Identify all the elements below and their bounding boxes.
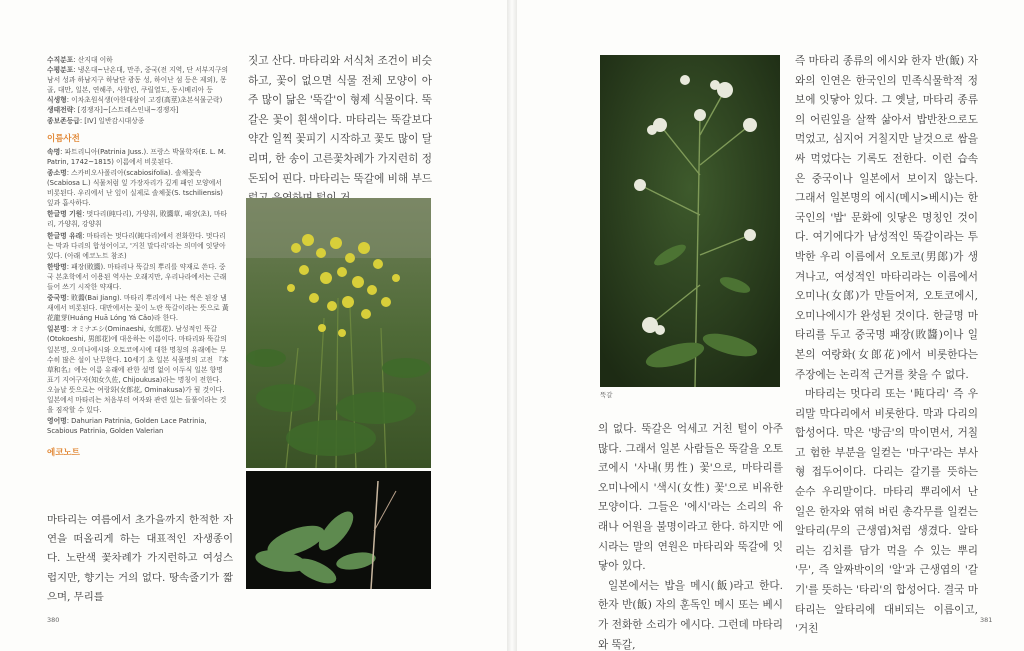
left-column-paragraph: 짓고 산다. 마타리와 서식처 조건이 비슷하고, 꽃이 없으면 식물 전체 모양이 아주 많이 닮은 '뚝갈'이 형제 식물이다. 뚝갈은 꽃이 흰색이다. 마타리는 뚝갈보다 약간 일찍 꽃피기 시작하고 꽃도 많이 달리며, 한 송이 고른꽃차례가 가지런히 정돈되어 핀다. 마타리는 뚝갈에 비해 부드 (248, 55, 432, 185)
info-vertical-distribution: 수직분포: 산지대 이하 (47, 56, 113, 64)
right-page-text-column-2 (795, 52, 978, 640)
info-conservation-grade: 종보존등급: [IV] 일반감시대상종 (47, 116, 145, 125)
dict-herbal-name: 한방명: 패장(敗醬). 마타리나 뚝갈의 뿌리를 약재로 쓴다. 중국 본초학에서 이용된 역사는 오래지만, 우리나라에서는 근래 들어 쓰기 시작한 약재다. (47, 262, 227, 291)
book-gutter (507, 0, 517, 651)
species-info-column (47, 55, 230, 461)
dict-japanese-name: 일본명: オミナエシ(Ominaeshi, 女郎花). 남성적인 뚝갈(Otokoeshi, 男郎花)에 대응하는 이름이다. 마타리와 뚝갈의 일본명, 오미나에시와 오토코에시에 대한 명칭의 유래에는 무수히 많은 설이 난무한다. 10세기 초 일본 식물명의 고전 『本草和名』에는 이름 유래에 관한 설명 없이 이두식 일본 향명 표기 지여구자(知女久佐, Chijoukusa)라는 명칭이 전한다. 오늘날 뜻으로는 여랑화(女郎花, Ominakusa)가 될 것이다. 일본에서 마타리는 처음부터 여자와 관련 있는 들풀이라는 것을 짐작할 수 있다. (47, 325, 229, 415)
info-vegetation-type: 식생형: 이차초원식생(아한대삼이 고경(高莖)초본식물군락) (47, 96, 223, 105)
right-column1-paragraph-1: 의 없다. 뚝갈은 억세고 거친 털이 아주 많다. 그래서 일본 사람들은 뚝갈을 오토코에시 '사내(男性) 꽃'으로, 마타리를 오미나에시 '색시(女性) 꽃'으로 비유한 모양이다. 그들은 '에시'라는 소리의 유래나 어원을 불명이라고 한다. 하지만 에시라는 말의 연원은 마타리와 뚝갈에 잇닿아 있다. (598, 423, 783, 573)
patrinia-leaf-photo (246, 471, 431, 589)
right-page-number: 381 (980, 616, 993, 624)
econote-body: 마타리는 여름에서 초가을까지 한적한 자연을 떠올리게 하는 대표적인 자생종이다. 노란색 꽃차례가 가지런하고 여성스럽지만, 향기는 거의 없다. 땅속줄기가 짧으며, 무리를 (47, 514, 233, 603)
econote-heading: 에코노트 (47, 448, 80, 459)
info-horizontal-distribution: 수평분포: 냉온대~난온대, 만주, 중국(전 지역, 단 서부지구의 남서 성과 하남지구 하남단 광동 성, 하이난 섬 등은 제외), 몽골, 대만, 일본, 연해주, 사할린, 쿠릴열도, 동시베리아 등 (47, 66, 229, 95)
ttukgal-photo (600, 55, 780, 387)
dict-genus-name: 속명: 파트리니아(Patrinia Juss.). 프랑스 박물학자(E. L. M. Patrin, 1742~1815) 이름에서 비롯된다. (47, 147, 226, 166)
left-page-number: 380 (47, 616, 60, 624)
left-page-text-column (248, 52, 432, 209)
photo-caption: 뚝갈 (600, 391, 613, 399)
patrinia-leaf-image (246, 471, 431, 589)
name-dictionary-heading: 이름사전 (47, 133, 80, 144)
patrinia-field-photo (246, 198, 431, 468)
right-column2-paragraph-1: 즉 마타리 종류의 에시와 한자 반(飯) 자와의 인연은 한국인의 민족식물학적 정보에 잇닿아 있다. 그 옛날, 마타리 종류의 어린잎을 살짝 삶아서 밥반찬으로도 먹었고, 심지어 거칠지만 날것으로 쌈을 싸 먹었다는 기록도 전한다. 이런 습속은 중국이나 일본에서 보이지 않는다. 그래서 일본명의 에시(메시>베시)는 한국인의 '밥' 문화에 잇닿은 명칭인 것이다. 여기에다가 남성적인 뚝갈이라는 투박한 우리 이름에서 오토코(男郎)가 생겨나고, 여성적인 마타리라는 이름에서 오미나(女郎)가 만들어져, 오토코에시, 오미나에시가 완성된 것이다. 한글명 마타리를 두고 중국명 패장(敗醬)이나 일본의 여랑화(女郎花)에서 비롯한다는 주장에는 논리적 근거를 찾을 수 없다. (795, 55, 978, 381)
dict-korean-name-derivation: 한글명 유래: 마타리는 멋다리(旽다리)에서 전화한다. 멋다리는 막과 다리의 합성어이고, '거친 말다리'라는 의미에 잇닿아 있다. (아래 에코노트 참조) (47, 231, 226, 260)
ttukgal-image (600, 55, 780, 387)
right-column2-paragraph-2: 마타리는 멋다리 또는 '旽다리' 즉 우리말 막다리에서 비롯한다. 막과 다리의 합성어다. 막은 '방금'의 막이면서, 거칠고 험한 부분을 일컫는 '마구'라는 부사형 접두어이다. 다리는 갈기를 뜻하는 순수 우리말이다. 마타리 뿌리에서 난 일은 한자와 엮혀 버린 총각무를 일컫는 알타리(무의 근생엽)처럼 생겼다. 알타리는 김치를 담가 먹을 수 있는 뿌리 '무', 즉 알짜박이의 '알'과 근생엽의 '갈기'를 뜻하는 '타리'의 합성어다. 결국 마타리는 알타리에 대비되는 이름이고, '거친 (795, 388, 978, 636)
dict-chinese-name: 중국명: 敗醬(Bai Jiang). 마타리 뿌리에서 나는 썩은 된장 냄새에서 비롯된다. 대만에서는 꽃이 노란 뚝갈이라는 뜻으로 黃花龍芽(Huáng Huā Lóng Yá Cǎo)라 한다. (47, 294, 229, 323)
right-page-text-column-1 (598, 420, 783, 651)
dict-korean-name-origin: 한글명 기원: 멋다리(旽다리), 가양취, 敗醬草, 패장(초), 마타리, 가양취, 강양취 (47, 210, 228, 229)
dict-english-name: 영어명: Dahurian Patrinia, Golden Lace Patrinia, Scabious Patrinia, Golden Valerian (47, 417, 207, 436)
info-ecological-strategy: 생태전략: [경쟁자]~[스트레스인내~경쟁자] (47, 106, 179, 115)
dict-species-epithet: 종소명: 스카비오사폴리아(scabiosifolia). 솔체꽃속(Scabiosa L.) 식물처럼 잎 가장자리가 깊게 패인 모양에서 비롯된다. 우리에서 난 잎이 실제로 솔체꽃(S. tschiliensis) 잎과 흡사하다. (47, 168, 223, 208)
patrinia-field-image (246, 198, 431, 468)
right-column1-paragraph-2: 일본에서는 밥을 메시(飯)라고 한다. 한자 반(飯) 자의 훈독인 메시 또는 베시가 전화한 소리가 에시다. 그런데 마타리와 뚝갈, (598, 579, 783, 651)
